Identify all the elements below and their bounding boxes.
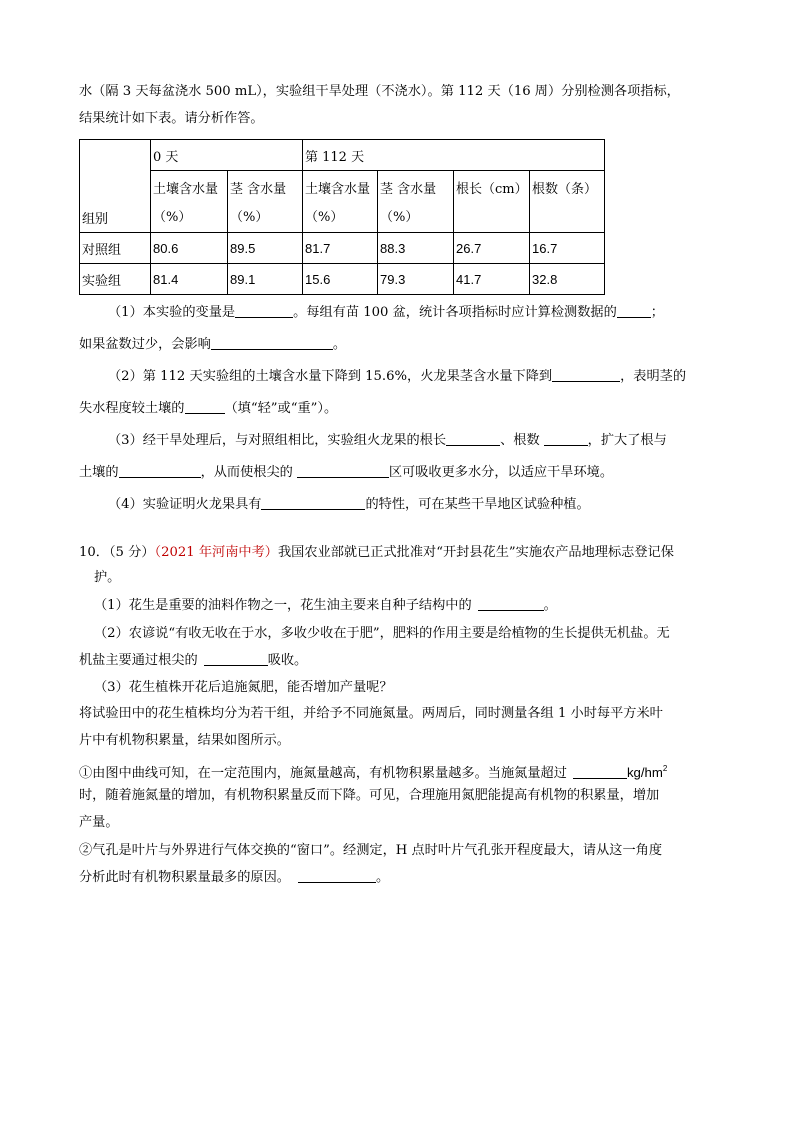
table-cell: 32.8 xyxy=(530,264,605,295)
q9-text: ，从而使根尖的 xyxy=(200,465,293,480)
q9-text: （1）本实验的变量是 xyxy=(108,305,236,320)
q10-circle-1-line3: 产量。 xyxy=(79,815,119,830)
answer-blank[interactable] xyxy=(204,651,268,666)
q9-text: ，扩大了根与 xyxy=(587,433,667,448)
q10-item-3-line1: 将试验田中的花生植株均分为若干组，并给予不同施氮量。两周后，同时测量各组 1 小时每平方米叶 xyxy=(79,706,663,721)
q9-text: 土壤的 xyxy=(79,465,119,480)
answer-blank[interactable] xyxy=(544,431,588,446)
table-cell: 26.7 xyxy=(454,233,530,264)
table-cell: 41.7 xyxy=(454,264,530,295)
table-cell: 81.7 xyxy=(303,233,378,264)
q9-text: 。 xyxy=(332,337,347,352)
q9-text: （3）经干旱处理后，与对照组相比，实验组火龙果的根长 xyxy=(108,433,447,448)
answer-blank[interactable] xyxy=(446,431,500,446)
answer-blank[interactable] xyxy=(211,335,333,350)
sub-header-text: 茎 含水量 xyxy=(380,182,437,197)
sub-header-stem-day0 xyxy=(228,171,303,233)
answer-blank[interactable] xyxy=(298,868,376,883)
sub-header-unit: （%） xyxy=(380,210,419,225)
q10-text: 。 xyxy=(543,598,557,613)
q10-item-2: （2）农谚说“有收无收在于水，多收少收在于肥”，肥料的作用主要是给植物的生长提供无机盐。无 xyxy=(94,626,670,641)
header-day112: 第 112 天 xyxy=(303,140,605,171)
answer-blank[interactable] xyxy=(185,399,225,414)
sub-header-text: 土壤含水量 xyxy=(153,182,219,197)
unit-superscript: 2 xyxy=(662,764,668,773)
answer-blank[interactable] xyxy=(235,303,293,318)
table-cell: 89.1 xyxy=(228,264,303,295)
question-score: （5 分） xyxy=(108,545,155,560)
sub-header-unit: （%） xyxy=(305,210,344,225)
q10-circle-1-line2: 时，随着施氮量的增加，有机物积累量反而下降。可见，合理施用氮肥能提高有机物的积累量，增加 xyxy=(79,788,660,803)
q9-text: 失水程度较土壤的 xyxy=(79,401,185,416)
q10-stem xyxy=(79,543,674,563)
q9-text: 、根数 xyxy=(500,433,540,448)
sub-header-root-count: 根数（条） xyxy=(530,171,605,233)
answer-blank[interactable] xyxy=(617,303,651,318)
header-group: 组别 xyxy=(80,140,151,233)
q10-circle-1 xyxy=(79,759,667,784)
q9-text: 。每组有苗 100 盆，统计各项指标时应计算检测数据的 xyxy=(293,305,617,320)
q10-text: ①由图中曲线可知，在一定范围内，施氮量越高，有机物积累量越多。当施氮量超过 xyxy=(79,766,567,781)
sub-header-unit: （%） xyxy=(230,210,269,225)
q9-item-1-cont xyxy=(79,335,346,355)
sub-header-text: 茎 含水量 xyxy=(230,182,287,197)
q9-text: （填“轻”或“重”）。 xyxy=(224,401,338,416)
sub-header-soil-day0 xyxy=(151,171,228,233)
row-label: 实验组 xyxy=(80,264,151,295)
answer-blank[interactable] xyxy=(261,495,365,510)
q9-item-3 xyxy=(108,431,667,451)
q9-item-2-cont xyxy=(79,399,337,419)
question-source: （2021 年河南中考） xyxy=(154,545,278,560)
q10-text: 我国农业部就已正式批准对“开封县花生”实施农产品地理标志登记保 xyxy=(277,545,674,560)
q10-text: 。 xyxy=(376,870,390,885)
table-cell: 88.3 xyxy=(378,233,454,264)
answer-blank[interactable] xyxy=(552,367,620,382)
table-cell: 89.5 xyxy=(228,233,303,264)
intro-line-2: 结果统计如下表。请分析作答。 xyxy=(79,111,264,126)
q9-item-2 xyxy=(108,367,686,387)
table-cell: 79.3 xyxy=(378,264,454,295)
q10-item-2-cont xyxy=(79,651,307,671)
q10-circle-2: ②气孔是叶片与外界进行气体交换的“窗口”。经测定，H 点时叶片气孔张开程度最大，请从这一角度 xyxy=(79,843,663,858)
table-row-experiment xyxy=(80,264,605,295)
table-cell: 16.7 xyxy=(530,233,605,264)
table-row-control xyxy=(80,233,605,264)
q9-text: 的特性，可在某些干旱地区试验种植。 xyxy=(365,497,590,512)
q10-circle-2-line2 xyxy=(79,868,389,888)
q9-item-1 xyxy=(108,303,664,323)
q9-text: （4）实验证明火龙果具有 xyxy=(108,497,262,512)
q9-text: （2）第 112 天实验组的土壤含水量下降到 15.6%，火龙果茎含水量下降到 xyxy=(108,369,553,384)
header-day0: 0 天 xyxy=(151,140,303,171)
q10-stem-cont: 护。 xyxy=(94,570,121,585)
sub-header-unit: （%） xyxy=(153,210,192,225)
results-table xyxy=(79,139,605,295)
row-label: 对照组 xyxy=(80,233,151,264)
q9-text: ，表明茎的 xyxy=(620,369,687,384)
q10-text: 吸收。 xyxy=(267,653,308,668)
q10-text: 机盐主要通过根尖的 xyxy=(79,653,198,668)
sub-header-stem-day112 xyxy=(378,171,454,233)
q10-item-1 xyxy=(94,596,557,616)
table-cell: 15.6 xyxy=(303,264,378,295)
table-cell: 80.6 xyxy=(151,233,228,264)
intro-line-1: 水（隔 3 天每盆浇水 500 mL），实验组干旱处理（不浇水）。第 112 天（16 周）分别检测各项指标， xyxy=(79,84,680,99)
answer-blank[interactable] xyxy=(478,596,544,611)
sub-header-root-length: 根长（cm） xyxy=(454,171,530,233)
q9-text: 区可吸收更多水分，以适应干旱环境。 xyxy=(388,465,614,480)
sub-header-soil-day112 xyxy=(303,171,378,233)
answer-blank[interactable] xyxy=(573,764,627,779)
q10-text: 分析此时有机物积累量最多的原因。 xyxy=(79,870,290,885)
sub-header-text: 土壤含水量 xyxy=(305,182,371,197)
answer-blank[interactable] xyxy=(297,463,389,478)
q9-item-4 xyxy=(108,495,590,515)
q10-text: （1）花生是重要的油料作物之一，花生油主要来自种子结构中的 xyxy=(94,598,472,613)
question-number: 10． xyxy=(79,545,109,560)
q10-item-3-title: （3）花生植株开花后追施氮肥，能否增加产量呢？ xyxy=(94,680,393,695)
q10-item-3-line2: 片中有机物积累量，结果如图所示。 xyxy=(79,733,290,748)
unit-label: kg/hm xyxy=(626,765,663,780)
q9-text: 如果盆数过少，会影响 xyxy=(79,337,211,352)
q9-item-3-cont xyxy=(79,463,613,483)
table-cell: 81.4 xyxy=(151,264,228,295)
q9-text: ； xyxy=(650,305,664,320)
answer-blank[interactable] xyxy=(119,463,201,478)
